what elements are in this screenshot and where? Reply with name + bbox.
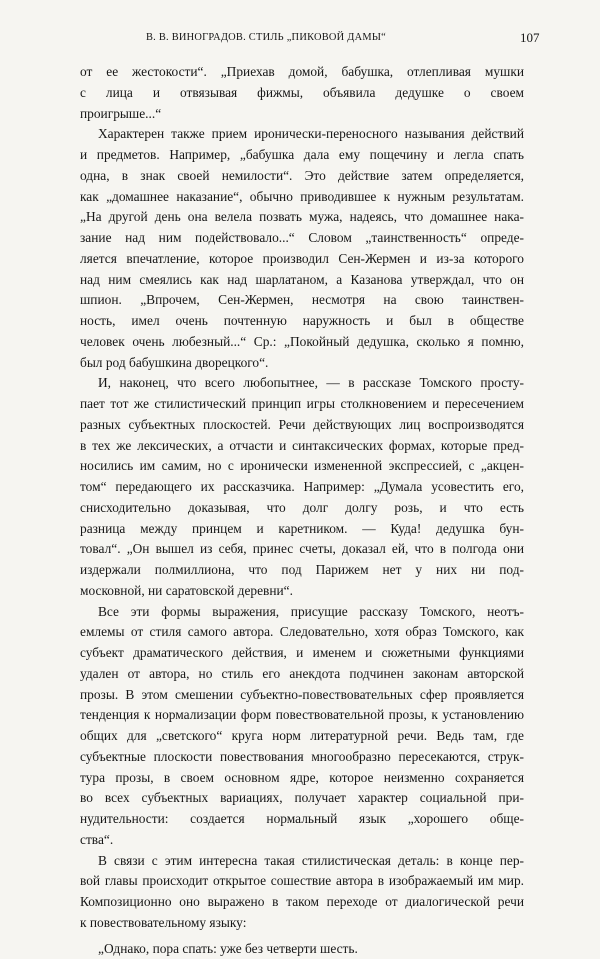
text-line: прозы. В этом смешении субъектно-повествовательных сфер проявляется [80, 685, 524, 706]
text-line: емлемы от стиля самого автора. Следовательно, хотя образ Томского, как [80, 622, 524, 643]
text-line: Композиционно оно выражено в таком переходе от диалогической речи [80, 892, 524, 913]
text-line: Все эти формы выражения, присущие рассказу Томского, неотъ- [80, 602, 524, 623]
text-line: субъектные плоскости повествования многообразно пересекаются, струк- [80, 747, 524, 768]
text-line: пает тот же стилистический принцип игры столкновением и пересечением [80, 394, 524, 415]
paragraph [80, 62, 524, 124]
text-line: к повествовательному языку: [80, 913, 524, 934]
text-line: снисходительно доказывая, что долг долгу розь, и что есть [80, 498, 524, 519]
text-line: носились им самим, но с иронически измененной экспрессией, с „акцен- [80, 456, 524, 477]
text-line: во всех субъектных вариациях, получает характер социальной при- [80, 788, 524, 809]
body-text [80, 62, 524, 959]
text-line: субъект драматического действия, и именем и сюжетными функциями [80, 643, 524, 664]
paragraph [80, 939, 524, 959]
text-line: „На другой день она велела позвать мужа, надеясь, что домашнее нака- [80, 207, 524, 228]
text-line: от ее жестокости“. „Приехав домой, бабушка, отлепливая мушки [80, 62, 524, 83]
text-line: человек очень любезный...“ Ср.: „Покойный дедушка, сколько я помню, [80, 332, 524, 353]
text-line: над ним смеялись как над шарлатаном, а Казанова утверждал, что он [80, 270, 524, 291]
text-line: нудительности: создается нормальный язык „хорошего обще- [80, 809, 524, 830]
text-line: общих для „светского“ круга норм литературной речи. Ведь там, где [80, 726, 524, 747]
paragraph [80, 602, 524, 851]
text-line: как „домашнее наказание“, обычно приводившее к нужным результатам. [80, 187, 524, 208]
paragraph [80, 373, 524, 601]
text-line: ность, имел очень почтенную наружность и был в обществе [80, 311, 524, 332]
text-line: разных субъектных плоскостей. Речи действующих лиц воспроизводятся [80, 415, 524, 436]
text-line: товал“. „Он вышел из себя, принес счеты, доказал ей, что в полгода они [80, 539, 524, 560]
text-line: том“ передающего их рассказчика. Например: „Думала усовестить его, [80, 477, 524, 498]
text-line: В связи с этим интересна такая стилистическая деталь: в конце пер- [80, 851, 524, 872]
text-line: разница между принцем и каретником. — Куда! дедушка бун- [80, 519, 524, 540]
text-line: тура прозы, в своем основном ядре, которое неизменно сохраняется [80, 768, 524, 789]
text-line: в тех же лексических, а отчасти и синтаксических формах, которые пред- [80, 436, 524, 457]
text-line: зание над ним подействовало...“ Словом „таинственность“ опреде- [80, 228, 524, 249]
page-number: 107 [520, 30, 540, 46]
text-line: ства“. [80, 830, 524, 851]
text-line: московной, ни саратовской деревни“. [80, 581, 524, 602]
text-line: издержали полмиллиона, что под Парижем нет у них ни под- [80, 560, 524, 581]
text-line: тенденция к нормализации форм повествовательной прозы, к установлению [80, 705, 524, 726]
running-head: В. В. ВИНОГРАДОВ. СТИЛЬ „ПИКОВОЙ ДАМЫ“ [88, 32, 444, 43]
text-line: с лица и отвязывая фижмы, объявила дедушке о своем [80, 83, 524, 104]
text-line: одна, в знак своей немилости“. Это действие затем определяется, [80, 166, 524, 187]
text-line: И, наконец, что всего любопытнее, — в рассказе Томского просту- [80, 373, 524, 394]
text-line: ляется впечатление, которое производил Сен-Жермен и из-за которого [80, 249, 524, 270]
paragraph [80, 124, 524, 373]
text-line: и предметов. Например, „бабушка дала ему пощечину и легла спать [80, 145, 524, 166]
text-line: Характерен также прием иронически-переносного называния действий [80, 124, 524, 145]
text-line: „Однако, пора спать: уже без четверти шесть. [80, 939, 524, 959]
text-line: вой главы происходит открытое сошествие автора в изображаемый им мир. [80, 871, 524, 892]
text-line: удален от автора, но стиль его анекдота подчинен законам авторской [80, 664, 524, 685]
text-line: проигрыше...“ [80, 104, 524, 125]
text-line: шпион. „Впрочем, Сен-Жермен, несмотря на свою таинствен- [80, 290, 524, 311]
paragraph [80, 851, 524, 934]
text-line: был род бабушкина дворецкого“. [80, 353, 524, 374]
